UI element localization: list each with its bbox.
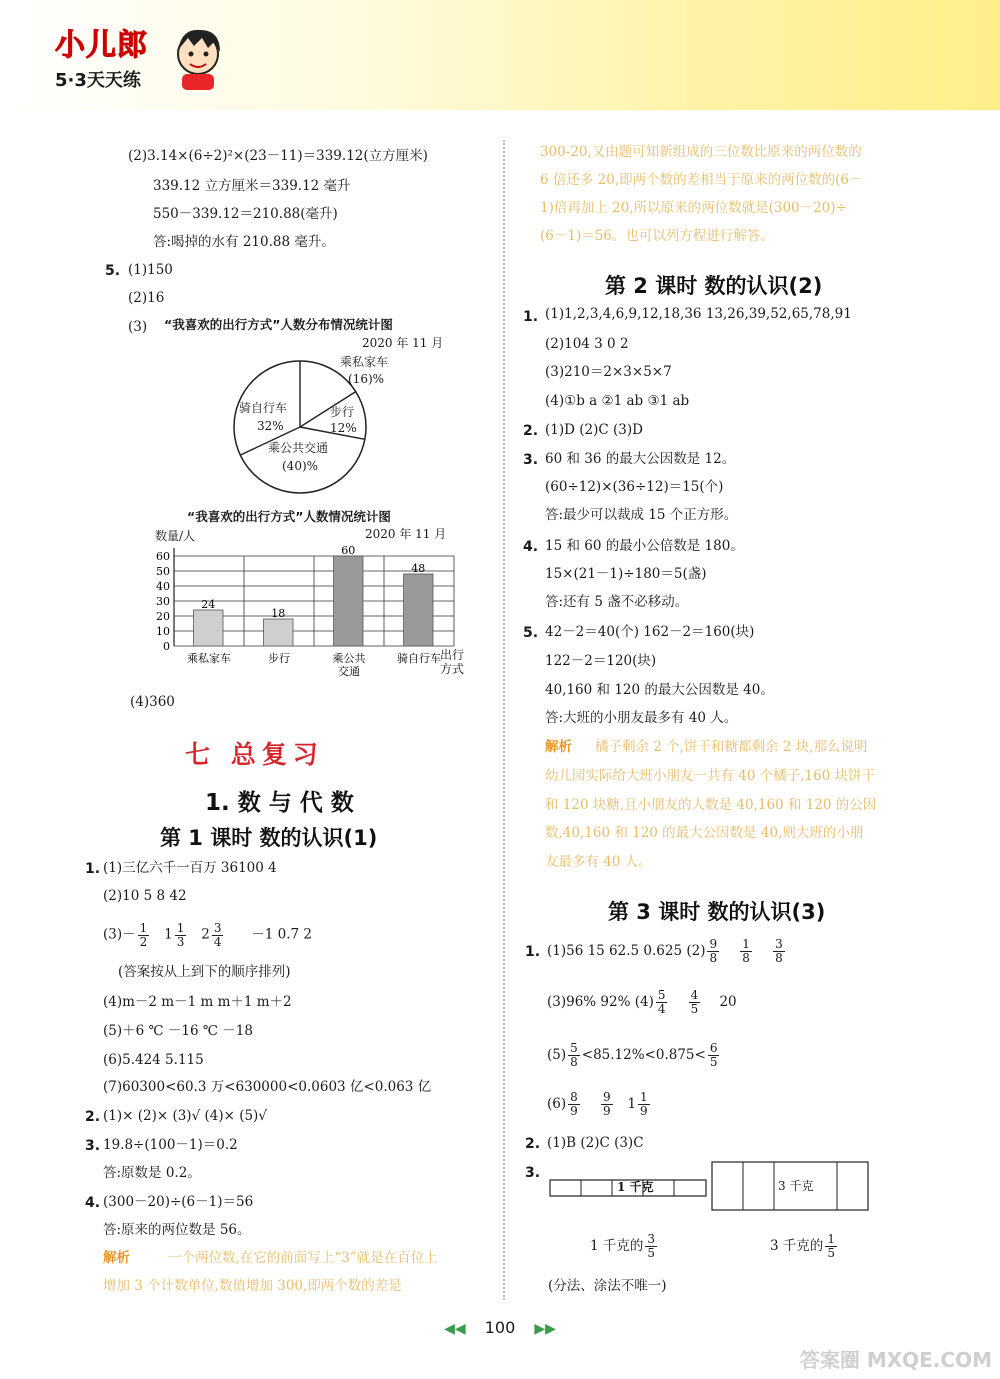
numerator: 8 (570, 1090, 578, 1105)
denominator: 4 (657, 1002, 666, 1016)
answer-line: (1)B (2)C (3)C (547, 1135, 644, 1151)
answer-line: (4)360 (130, 694, 175, 710)
fraction (707, 938, 719, 964)
mascot-icon (168, 22, 228, 92)
x-tick-label: 乘私家车 (187, 652, 231, 665)
question-number: 4. (85, 1195, 101, 1211)
logo-subtitle: 5·3天天练 (55, 70, 141, 91)
question-number: 2. (525, 1136, 541, 1152)
denominator: 9 (570, 1104, 578, 1118)
question-number: 3. (523, 452, 539, 468)
answer-line: 答:原数是 0.2。 (103, 1165, 201, 1181)
pie-title: “我喜欢的出行方式”人数分布情况统计图 (164, 317, 393, 332)
denominator: 5 (827, 1246, 836, 1260)
fraction (568, 1091, 580, 1117)
text: 2 (201, 926, 210, 943)
analysis-text: 数,40,160 和 120 的最大公因数是 40,则大班的小朋 (545, 825, 864, 841)
answer-line: 19.8÷(100－1)＝0.2 (103, 1137, 238, 1153)
question-number: 1. (525, 944, 541, 960)
answer-line: (2)16 (128, 290, 165, 306)
answer-line: (4)m－2 m－1 m m＋1 m＋2 (103, 994, 292, 1010)
answer-line: (1)三亿六千一百万 36100 4 (103, 860, 277, 876)
pie-label-bus: 乘公共交通 (268, 441, 329, 455)
answer-note: (答案按从上到下的顺序排列) (118, 964, 291, 980)
answer-line: 60 和 36 的最大公因数是 12。 (545, 451, 736, 467)
answer-line: 122－2＝120(块) (545, 653, 657, 669)
text: 1 (627, 1096, 637, 1112)
pie-label-private-car: 乘私家车 (340, 355, 389, 369)
numerator: 1 (827, 1232, 836, 1247)
analysis-text: 6 倍还多 20,即两个数的差相当于原来的两位数的(6－ (540, 172, 863, 188)
fraction (825, 1233, 837, 1259)
fraction (175, 922, 187, 948)
bar (404, 574, 433, 646)
y-tick-label: 10 (156, 625, 170, 638)
pie-value-bike: 32% (257, 419, 284, 433)
column-divider (503, 140, 505, 1300)
denominator: 8 (709, 951, 718, 965)
analysis-text: 友最多有 40 人。 (545, 854, 652, 870)
x-tick-label: 乘公共 (332, 652, 366, 665)
denominator: 2 (139, 934, 148, 949)
left-line-3: 550－339.12＝210.88(毫升) (153, 206, 338, 222)
numerator: 3 (647, 1232, 656, 1247)
bar-title: “我喜欢的出行方式”人数情况统计图 (187, 509, 391, 524)
answer-line: (60÷12)×(36÷12)＝15(个) (545, 479, 724, 495)
answer-line: (6)5.424 5.115 (103, 1052, 204, 1068)
answer-line: (2)10 5 8 42 (103, 888, 187, 904)
numerator: 4 (690, 988, 699, 1003)
answer-line: 15 和 60 的最小公倍数是 180。 (545, 538, 744, 554)
text: (3)96% 92% (4) (547, 994, 654, 1010)
chapter-title: 七 总复习 (185, 740, 324, 769)
text: 1 千克的 (590, 1238, 644, 1254)
pie-label-walk: 步行 (330, 405, 355, 419)
fraction (568, 1042, 580, 1068)
prev-arrows-icon: ◀◀ (444, 1321, 466, 1337)
answer-line-fractions (547, 1085, 652, 1123)
numerator: 3 (213, 921, 222, 935)
next-arrows-icon: ▶▶ (534, 1321, 556, 1337)
denominator: 8 (742, 951, 750, 965)
analysis-text: 300-20,又由题可知新组成的三位数比原来的两位数的 (540, 144, 862, 160)
y-tick-label: 50 (156, 565, 170, 578)
analysis-label: 解析 (103, 1250, 130, 1266)
answer-line-fractions (103, 922, 312, 948)
fraction (138, 922, 150, 948)
x-tick-label: 骑自行车 (397, 652, 441, 665)
header-banner (0, 0, 1000, 110)
x-tick-label: 步行 (268, 652, 290, 665)
answer-line: (1)D (2)C (3)D (545, 422, 643, 438)
x-tick-label: 交通 (338, 665, 360, 678)
answer-note: (分法、涂法不唯一) (548, 1278, 667, 1294)
text: (6) (547, 1096, 567, 1112)
page-number: 100 (484, 1318, 516, 1337)
question-number: 1. (85, 861, 101, 877)
question-number: 5. (105, 263, 121, 279)
denominator: 3 (176, 934, 185, 949)
question-number: 2. (85, 1109, 101, 1125)
lesson-title: 第 2 课时 数的认识(2) (605, 274, 823, 298)
analysis-text: 1)倍再加上 20,所以原来的两位数就是(300－20)÷ (540, 200, 847, 216)
numerator: 9 (602, 1090, 611, 1105)
bar-chart (140, 544, 480, 684)
bar-value-label: 24 (201, 598, 216, 611)
analysis-text: 和 120 块糖,且小朋友的人数是 40,160 和 120 的公因 (545, 797, 877, 813)
lesson-title: 第 3 课时 数的认识(3) (608, 900, 826, 924)
answer-line: (2)104 3 0 2 (545, 336, 629, 352)
text: <85.12%<0.875< (581, 1047, 706, 1063)
lesson-title: 第 1 课时 数的认识(1) (160, 826, 378, 850)
answer-line: (3)210＝2×3×5×7 (545, 364, 672, 380)
text: (3)－ (103, 926, 136, 943)
denominator: 5 (690, 1002, 699, 1016)
fraction (773, 938, 785, 964)
section-title: 1. 数 与 代 数 (205, 790, 354, 816)
fraction (212, 922, 224, 948)
text: －1 0.7 2 (251, 926, 312, 943)
analysis-text: 橘子剩余 2 个,饼干和糖都剩余 2 块,那么说明 (595, 739, 868, 755)
caption-1kg (590, 1228, 659, 1264)
answer-line: 答:最少可以裁成 15 个正方形。 (545, 507, 738, 523)
pie-label-bike: 骑自行车 (239, 401, 288, 415)
denominator: 4 (213, 934, 222, 949)
pie-value-bus: (40)% (282, 459, 319, 473)
pie-value-private-car: (16)% (348, 372, 385, 386)
text: 3 千克的 (770, 1238, 824, 1254)
denominator: 8 (775, 951, 783, 965)
y-tick-label: 60 (156, 550, 170, 563)
y-tick-label: 0 (163, 640, 170, 653)
question-number: 1. (523, 309, 539, 325)
denominator: 8 (570, 1055, 578, 1069)
fraction (689, 989, 701, 1015)
y-tick-label: 40 (156, 580, 170, 593)
box-label-3kg: 3 千克 (778, 1179, 814, 1193)
answer-line: 答:还有 5 盏不必移动。 (545, 594, 689, 610)
answer-line: (1)150 (128, 262, 173, 278)
bar-date: 2020 年 11 月 (365, 527, 447, 541)
answer-line-fractions (547, 983, 737, 1021)
logo-title: 小儿郎 (55, 28, 148, 63)
numerator: 1 (640, 1090, 648, 1105)
analysis-text: 一个两位数,在它的前面写上“3”就是在百位上 (168, 1250, 438, 1266)
analysis-text: 增加 3 个计数单位,数值增加 300,即两个数的差是 (103, 1278, 402, 1294)
answer-line: 40,160 和 120 的最大公因数是 40。 (545, 682, 774, 698)
fraction (656, 989, 668, 1015)
pie-date: 2020 年 11 月 (362, 336, 444, 350)
fraction (601, 1091, 613, 1117)
answer-line: (300－20)÷(6－1)＝56 (103, 1194, 254, 1210)
answer-line-fractions (547, 1036, 721, 1074)
answer-line: 42－2＝40(个) 162－2＝160(块) (545, 624, 755, 640)
text: (5) (547, 1047, 567, 1063)
numerator: 1 (176, 921, 185, 935)
answer-line: (1)1,2,3,4,6,9,12,18,36 13,26,39,52,65,78,91 (545, 306, 852, 322)
denominator: 9 (602, 1104, 611, 1118)
left-line-1: (2)3.14×(6÷2)²×(23－11)＝339.12(立方厘米) (128, 148, 428, 164)
fraction (708, 1042, 720, 1068)
numerator: 1 (742, 937, 750, 952)
answer-line: 答:原来的两位数是 56。 (103, 1222, 251, 1238)
question-number: 2. (523, 423, 539, 439)
bar-ylabel: 数量/人 (155, 529, 196, 543)
y-tick-label: 20 (156, 610, 170, 623)
watermark (800, 1290, 1000, 1379)
text: 20 (719, 994, 737, 1010)
box-label-1kg: 1 千克 (617, 1180, 654, 1194)
answer-line: (7)60300<60.3 万<630000<0.0603 亿<0.063 亿 (103, 1079, 432, 1095)
answer-line: 15×(21－1)÷180＝5(盏) (545, 566, 707, 582)
answer-line: (5)＋6 ℃ －16 ℃ －18 (103, 1023, 253, 1039)
answer-line: (3) (128, 319, 148, 335)
bar-xlabel: 出行 方式 (440, 648, 465, 677)
analysis-text: 幼儿园实际给大班小朋友一共有 40 个橘子,160 块饼干 (545, 768, 876, 784)
fraction (638, 1091, 650, 1117)
analysis-text: (6－1)＝56。也可以列方程进行解答。 (540, 228, 774, 244)
question-number: 5. (523, 625, 539, 641)
y-tick-label: 30 (156, 595, 170, 608)
bar-value-label: 18 (271, 607, 286, 620)
numerator: 3 (775, 937, 783, 952)
question-number: 3. (525, 1165, 541, 1181)
answer-line-fractions (547, 932, 787, 970)
numerator: 5 (570, 1041, 578, 1056)
segment-diagram (548, 1160, 878, 1214)
numerator: 9 (709, 937, 718, 952)
bar-value-label: 48 (411, 562, 426, 575)
fraction (740, 938, 752, 964)
denominator: 5 (647, 1246, 656, 1260)
text: (1)56 15 62.5 0.625 (2) (547, 943, 706, 959)
logo (55, 20, 148, 92)
left-line-2: 339.12 立方厘米＝339.12 毫升 (153, 178, 351, 194)
bar (264, 619, 293, 646)
fraction (645, 1233, 657, 1259)
denominator: 9 (640, 1104, 648, 1118)
left-line-4: 答:喝掉的水有 210.88 毫升。 (153, 234, 335, 250)
question-number: 4. (523, 539, 539, 555)
answer-line: (1)× (2)× (3)√ (4)× (5)√ (103, 1108, 267, 1124)
numerator: 5 (657, 988, 666, 1003)
question-number: 3. (85, 1138, 101, 1154)
answer-line: (4)①b a ②1 ab ③1 ab (545, 393, 690, 409)
denominator: 5 (709, 1055, 718, 1069)
text: 1 (164, 926, 173, 943)
caption-3kg (770, 1228, 839, 1264)
watermark-text: 答案圈 MXQE.COM (799, 1348, 992, 1372)
numerator: 6 (709, 1041, 718, 1056)
bar (334, 556, 363, 646)
pie-value-walk: 12% (330, 421, 357, 435)
answer-line: 答:大班的小朋友最多有 40 人。 (545, 710, 738, 726)
analysis-label: 解析 (545, 739, 572, 755)
bar-value-label: 60 (341, 544, 356, 557)
bar (194, 610, 223, 646)
numerator: 1 (139, 921, 148, 935)
